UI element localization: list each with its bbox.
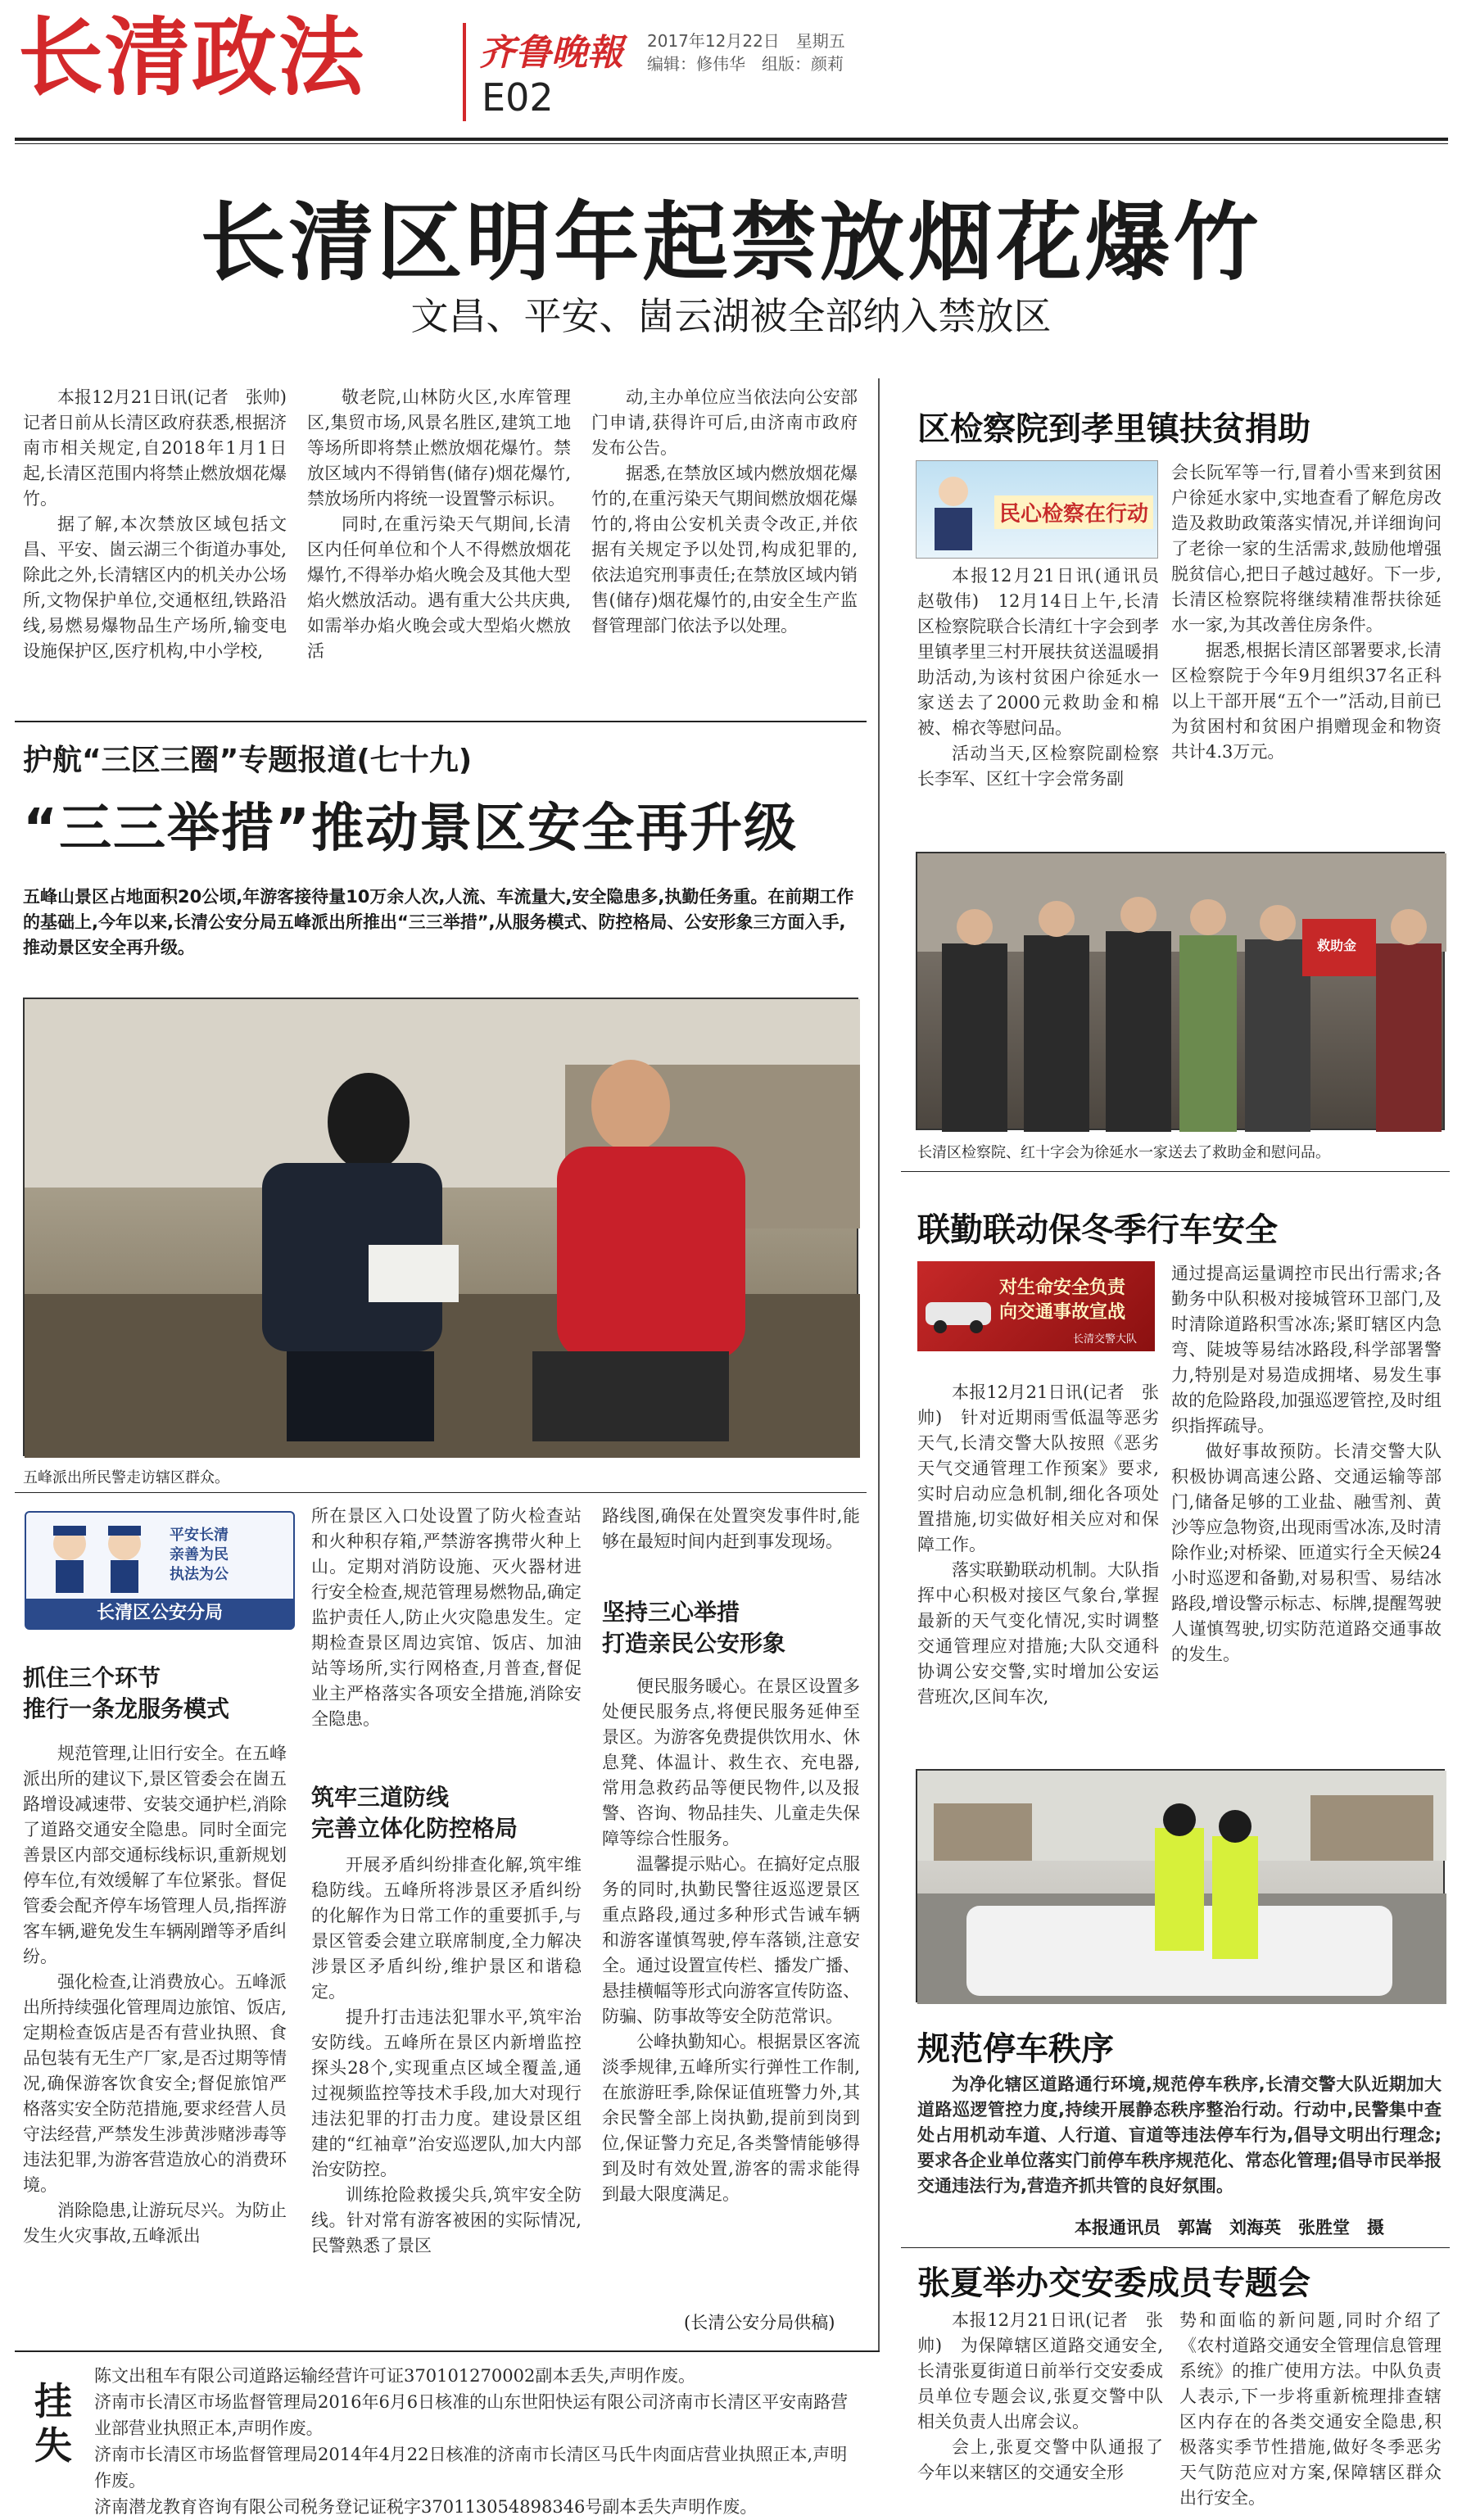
prosecutor-figure-icon (925, 471, 982, 553)
notice-item: 济南潜龙教育咨询有限公司税务登记证税字370113054898346号副本丢失声明作废。 (94, 2497, 758, 2517)
paragraph: 公峰执勤知心。根据景区客流淡季规律,五峰所实行弹性工作制,在旅游旺季,除保证值班警力外,其余民警全部上岗执勤,提前到岗到位,保证警力充足,各类警情能够得到及时有效处置,游客的需求能得到最大限度满足。 (602, 2032, 860, 2204)
lead-col2-text: 敬老院,山林防火区,水库管理区,集贸市场,风景名胜区,建筑工地等场所即将禁止燃放烟花爆竹。禁放区域内不得销售(储存)烟花爆竹,禁放场所内将统一设置警示标识。 (307, 387, 571, 509)
section2-top-column (311, 1504, 582, 1774)
sign-line-1: 对生命安全负责 (999, 1278, 1126, 1298)
article3-credit: 本报通讯员 郭嵩 刘海英 张胜堂 摄 (1075, 2218, 1384, 2237)
notice-item: 济南市长清区市场监督管理局2016年6月6日核准的山东世阳快运有限公司济南市长清区平安南路营业部营业执照正本,声明作废。 (94, 2392, 849, 2438)
column-divider-vertical (878, 378, 880, 2350)
section1-heading (23, 1663, 229, 1725)
parking-illustration (917, 1771, 1446, 2004)
paragraph: 据了解,本次禁放区域包括文昌、平安、崮云湖三个街道办事处,除此之外,长清辖区内的机关办公场所,文物保护单位,交通枢纽,铁路沿线,易燃易爆物品生产场所,输变电设施保护区,医疗机构,中小学校, (23, 514, 287, 661)
photo-police-visit (23, 998, 858, 1456)
badge-unit: 长清区公安分局 (26, 1599, 293, 1628)
article1-bottom-rule (901, 1171, 1450, 1172)
article3-column (917, 2072, 1442, 2232)
lead-column-1 (23, 385, 304, 713)
page-number: E02 (482, 75, 554, 120)
section3-heading-line2: 打造亲民公安形象 (602, 1630, 786, 1657)
section3-top-column (602, 1504, 860, 1586)
lead-subheadline: 文昌、平安、崮云湖被全部纳入禁放区 (410, 294, 1052, 338)
editors-credit: 编辑：修伟华 组版：颜莉 (647, 54, 844, 74)
article4-column-left (917, 2308, 1163, 2504)
paragraph: 同时,在重污染天气期间,长清区内任何单位和个人不得燃放烟花爆竹,不得举办焰火晚会及其他大型焰火燃放活动。遇有重大公共庆典,如需举办焰火晚会或大型焰火燃放活 (307, 514, 571, 661)
police-visit-illustration (25, 999, 860, 1458)
section1-heading-line2: 推行一条龙服务模式 (23, 1695, 230, 1722)
section3-top-text: 路线图,确保在处置突发事件时,能够在最短时间内赶到事发现场。 (602, 1506, 860, 1551)
paragraph: 训练抢险救援尖兵,筑牢安全防线。针对常有游客被困的实际情况,民警熟悉了景区 (311, 2185, 582, 2255)
photo-caption-donation: 长清区检察院、红十字会为徐延水一家送去了救助金和慰问品。 (917, 1144, 1330, 1161)
photo-caption-police-visit: 五峰派出所民警走访辖区群众。 (23, 1469, 229, 1486)
article1-right-text: 会长阮军等一行,冒着小雪来到贫困户徐延水家中,实地查看了解危房改造及救助政策落实情况,并详细询问了老徐一家的生活需求,鼓励他增强脱贫信心,把日子越过越好。下一步,长清区检察院将继续精准帮扶徐延水一家,为其改善住房条件。 (1171, 463, 1442, 635)
section3-column (602, 1674, 860, 2305)
badge-slogan-3: 执法为公 (170, 1566, 229, 1583)
article4-column-right (1179, 2308, 1442, 2508)
crashed-car-icon (922, 1286, 996, 1335)
section3-heading (602, 1597, 785, 1659)
article2-right-text: 通过提高运量调控市民出行需求;各勤务中队积极对接城管环卫部门,及时清除道路积雪冰冻;紧盯辖区内急弯、陡坡等易结冰路段,科学部署警力,特别是对易造成拥堵、易发生事故的危险路段,加强巡逻管控,及时组织指挥疏导。 (1171, 1264, 1442, 1436)
lead-column-3 (591, 385, 858, 713)
article2-column-left (917, 1380, 1159, 1749)
article1-column-left (917, 563, 1176, 834)
article2-column-right (1171, 1261, 1442, 1749)
feature-headline: “三三举措”推动景区安全再升级 (23, 799, 799, 859)
series-title: 护航“三区三圈”专题报道(七十九) (23, 744, 473, 777)
lost-notices (94, 2363, 864, 2520)
masthead-divider (463, 23, 466, 121)
section2-heading (311, 1782, 518, 1844)
traffic-safety-sign (917, 1261, 1155, 1351)
paragraph: 据悉,根据长清区部署要求,长清区检察院于今年9月组织37名正科以上干部开展“五个一”活动,目前已为贫困村和贫困户捐赠现金和物资共计4.3万元。 (1171, 640, 1442, 762)
donation-banner: 救助金 (1317, 938, 1357, 953)
sign-unit: 长清交警大队 (1073, 1333, 1138, 1346)
feature-photo-rule (15, 1492, 867, 1493)
paragraph: 提升打击违法犯罪水平,筑牢治安防线。五峰所在景区内新增监控探头28个,实现重点区域全覆盖,通过视频监控等技术手段,加大对现行违法犯罪的打击力度。建设景区组建的“红袖章”治安巡逻队,加大内部治安防控。 (311, 2007, 582, 2179)
logo-slogan: 民心检察在行动 (994, 495, 1153, 529)
sign-line-2: 向交通事故宣战 (999, 1302, 1126, 1323)
section2-top-text: 所在景区入口处设置了防火检查站和火种积存箱,严禁游客携带火种上山。定期对消防设施、灭火器材进行安全检查,规范管理易燃物品,确定监护责任人,防止火灾隐患发生。定期检查景区周边宾馆、饭店、加油站等场所,实行网格查,月普查,督促业主严格落实各项安全措施,消除安全隐患。 (311, 1506, 582, 1729)
article4-left-text: 本报12月21日讯(记者 张帅) 为保障辖区道路交通安全,长清张夏街道日前举行交安委成员单位专题会议,张夏交警中队相关负责人出席会议。 (917, 2310, 1163, 2432)
article2-left-text: 本报12月21日讯(记者 张帅) 针对近期雨雪低温等恶劣天气,长清交警大队按照《恶劣天气交通管理工作预案》要求,实时启动应急机制,细化各项处置措施,切实做好相关应对和保障工作。 (917, 1382, 1159, 1554)
paragraph: 消除隐患,让游玩尽兴。为防止发生火灾事故,五峰派出 (23, 2201, 287, 2246)
lead-bottom-rule (15, 721, 867, 722)
procuratorate-logo (916, 460, 1158, 559)
section3-heading-line1: 坚持三心举措 (602, 1599, 740, 1626)
article3-bottom-rule (901, 2247, 1450, 2248)
lead-headline: 长清区明年起禁放烟花爆竹 (200, 192, 1262, 292)
lost-notice-label: 挂失 (34, 2379, 72, 2468)
paragraph: 会上,张夏交警中队通报了今年以来辖区的交通安全形 (917, 2437, 1163, 2482)
article2-headline: 联勤联动保冬季行车安全 (917, 1211, 1278, 1249)
masthead-rule (15, 138, 1448, 141)
section1-text: 规范管理,让旧行安全。在五峰派出所的建议下,景区管委会在崮五路增设减速带、安装交通护栏,消除了道路交通安全隐患。同时全面完善景区内部交通标线标识,重新规划停车位,有效缓解了车位紧张。督促管委会配齐停车场管理人员,指挥游客车辆,避免发生车辆剐蹭等矛盾纠纷。 (23, 1744, 287, 1966)
donation-illustration (917, 853, 1446, 1132)
section1-heading-line1: 抓住三个环节 (23, 1664, 161, 1691)
issue-date: 2017年12月22日 星期五 (647, 31, 845, 51)
newspaper-name: 齐鲁晚報 (479, 32, 623, 74)
photo-parking (916, 1769, 1445, 2002)
police-cartoon-icon (33, 1521, 164, 1595)
section1-column (23, 1741, 287, 2343)
paragraph: 强化检查,让消费放心。五峰派出所持续强化管理周边旅馆、饭店,定期检查饭店是否有营业执照、食品包装有无生产厂家,是否过期等情况,确保游客饮食安全;督促旅馆严格落实安全防范措施,要求经营人员守法经营,严禁发生涉黄涉赌涉毒等违法犯罪,为游客营造放心的消费环境。 (23, 1972, 287, 2195)
notice-item: 济南市长清区市场监督管理局2014年4月22日核准的济南市长清区马氏牛肉面店营业执照正本,声明作废。 (94, 2445, 848, 2491)
paragraph: 据悉,在禁放区域内燃放烟花爆竹的,在重污染天气期间燃放烟花爆竹的,将由公安机关责令改正,并依据有关规定予以处罚,构成犯罪的,依法追究刑事责任;在禁放区域内销售(储存)烟花爆竹的,由安全生产监督管理部门依法予以处理。 (591, 464, 858, 636)
notices-top-rule (15, 2350, 880, 2352)
section2-text: 开展矛盾纠纷排查化解,筑牢维稳防线。五峰所将涉景区矛盾纠纷的化解作为日常工作的重要抓手,与景区管委会建立联席制度,全力解决涉景区矛盾纠纷,维护景区和谐稳定。 (311, 1855, 582, 2002)
article1-headline: 区检察院到孝里镇扶贫捐助 (917, 410, 1310, 448)
badge-slogan-2: 亲善为民 (170, 1546, 229, 1563)
notice-item: 陈文出租车有限公司道路运输经营许可证370101270002副本丢失,声明作废。 (94, 2366, 696, 2386)
paragraph: 做好事故预防。长清交警大队积极协调高速公路、交通运输等部门,储备足够的工业盐、融雪剂、黄沙等应急物资,出现雨雪冰冻,及时清除作业;对桥梁、匝道实行全天候24小时巡逻和备勤,对易积雪、易结冰路段,增设警示标志、标牌,提醒驾驶人谨慎驾驶,切实防范道路交通事故的发生。 (1171, 1441, 1442, 1664)
article1-column-right (1171, 460, 1442, 834)
paragraph: 温馨提示贴心。在搞好定点服务的同时,执勤民警往返巡逻景区重点路段,通过多种形式告诫车辆和游客谨慎驾驶,停车落锁,注意安全。通过设置宣传栏、播发广播、悬挂横幅等形式向游客宣传防盗、防骗、防事故等安全防范常识。 (602, 1854, 860, 2026)
article4-headline: 张夏举办交安委成员专题会 (917, 2264, 1310, 2302)
paragraph: 落实联勤联动机制。大队指挥中心积极对接区气象台,掌握最新的天气变化情况,实时调整交通管理应对措施;大队交通科协调公安交警,实时增加公安运营班次,区间车次, (917, 1560, 1159, 1707)
paragraph: 活动当天,区检察院副检察长李军、区红十字会常务副 (917, 744, 1159, 789)
section2-column (311, 1853, 582, 2344)
section3-text: 便民服务暖心。在景区设置多处便民服务点,将便民服务延伸至景区。为游客免费提供饮用水、休息凳、体温计、救生衣、充电器,常用急救药品等便民物件,以及报警、咨询、物品挂失、儿童走失保障等综合性服务。 (602, 1676, 860, 1848)
lead-col3-text: 动,主办单位应当依法向公安部门申请,获得许可后,由济南市政府发布公告。 (591, 387, 858, 458)
lead-col1-text: 本报12月21日讯(记者 张帅) 记者日前从长清区政府获悉,根据济南市相关规定,自2018年1月1日起,长清区范围内将禁止燃放烟花爆竹。 (23, 387, 304, 509)
section2-heading-line1: 筑牢三道防线 (311, 1784, 450, 1811)
feature-lede: 五峰山景区占地面积20公顷,年游客接待量10万余人次,人流、车流量大,安全隐患多,执勤任务重。在前期工作的基础上,今年以来,长清公安分局五峰派出所推出“三三举措”,从服务模式、防控格局、公安形象三方面入手,推动景区安全再升级。 (23, 887, 854, 957)
lead-column-2 (307, 385, 571, 713)
badge-slogan-1: 平安长清 (170, 1527, 229, 1544)
section-title: 长清政法 (18, 7, 366, 107)
article1-left-text: 本报12月21日讯(通讯员 赵敬伟) 12月14日上午,长清区检察院联合长清红十字会到孝里镇孝里三村开展扶贫送温暖捐助活动,为该村贫困户徐延水一家送去了2000元救助金和棉被、棉衣等慰问品。 (917, 566, 1176, 738)
article4-right-text: 势和面临的新问题,同时介绍了《农村道路交通安全管理信息管理系统》的推广使用方法。中队负责人表示,下一步将重新梳理排查辖区内存在的各类交通安全隐患,积极落实季节性措施,做好冬季恶劣天气防范应对方案,保障辖区群众出行安全。 (1179, 2310, 1442, 2508)
article3-text: 为净化辖区道路通行环境,规范停车秩序,长清交警大队近期加大道路巡逻管控力度,持续开展静态秩序整治行动。行动中,民警集中查处占用机动车道、人行道、盲道等违法停车行为,倡导文明出行理念;要求各企业单位落实门前停车秩序规范化、常态化管理;倡导市民举报交通违法行为,营造齐抓共管的良好氛围。 (917, 2074, 1442, 2196)
feature-credit: (长清公安分局供稿) (684, 2313, 835, 2332)
article3-headline: 规范停车秩序 (917, 2030, 1114, 2068)
section2-heading-line2: 完善立体化防控格局 (311, 1815, 518, 1842)
police-badge (25, 1511, 295, 1630)
photo-donation (916, 852, 1445, 1130)
masthead-rule-thin (15, 143, 1448, 144)
